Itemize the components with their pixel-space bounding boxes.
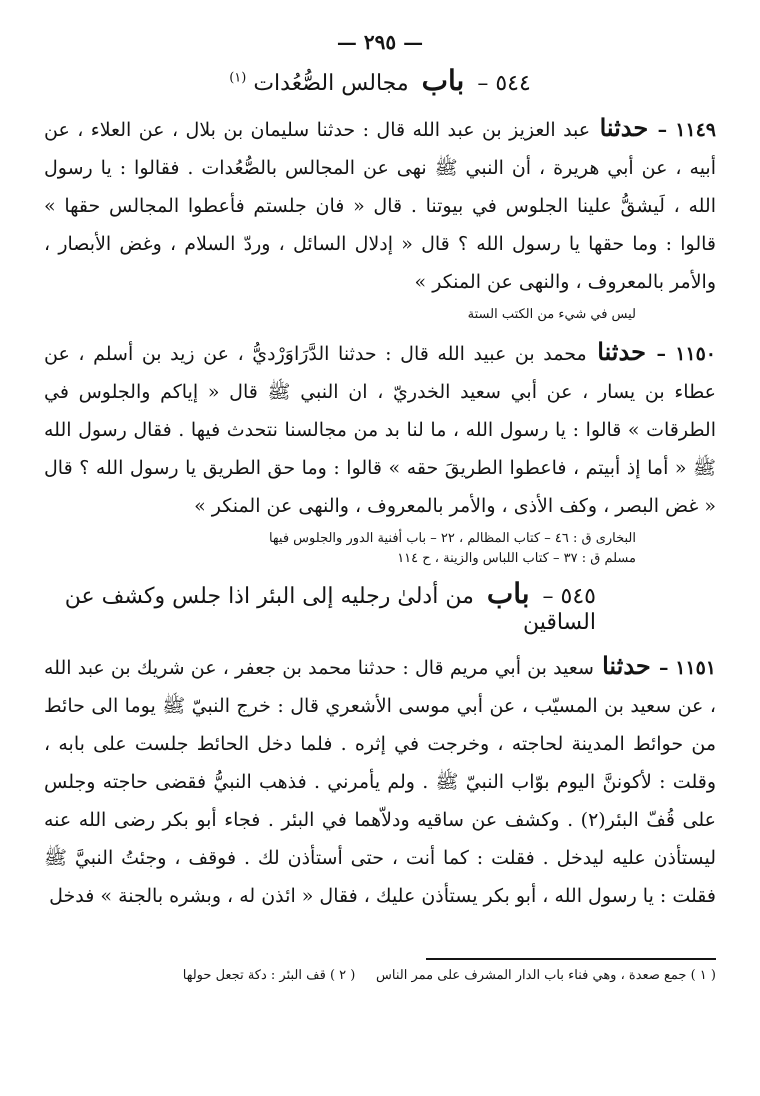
hadith-number: ١١٤٩ – [657,119,717,141]
hadith-source-muslim: مسلم ق : ٣٧ – كتاب اللباس والزينة ، ح ١١٤ [397,551,636,566]
hadith-number: ١١٥١ – [658,657,717,679]
footnote-1: ( ١ ) جمع صعدة ، وهي فناء باب الدار المشرف على ممر الناس [376,968,716,983]
chapter-number: ٥٤٥ – [542,584,596,609]
chapter-bab-label: باب [421,64,465,97]
hadith-text: سعيد بن أبي مريم قال : حدثنا محمد بن جعفر ، عن شريك بن عبد الله ، عن سعيد بن المسيّب ، عن أبي موسى الأشعري قال : خرج النبيّ ﷺ يوما الى حائط من حوائط المدينة لحاجته ، وخرجت في إثره . فلما دخل الحائط جلست على بابه ، وقلت : لأكوننَّ اليوم بوّاب النبيّ ﷺ . ولم يأمرني . فذهب النبيُّ فقضى حاجته وجلس على قُفّ البئر(٢) . وكشف عن ساقيه ودلاّهما في البئر . فجاء أبو بكر رضى الله عنه ليستأذن عليه ليدخل . فقلت : كما أنت ، حتى أستأذن لك . فوقف ، وجئتُ النبيَّ ﷺ فقلت : يا رسول الله ، أبو بكر يستأذن عليك ، فقال « ائذن له ، وبشره بالجنة » فدخل [44,657,716,907]
chapter-heading-545 [44,577,716,635]
footnote-divider [426,958,716,960]
hadith-text: عبد العزيز بن عبد الله قال : حدثنا سليمان بن بلال ، عن العلاء ، عن أبيه ، عن أبي هريرة ، أن النبي ﷺ نهى عن المجالس بالصُّعُدات . فقالوا : يا رسول الله ، لَيشقُّ علينا الجلوس في بيوتنا . قال « فان جلستم فأعطوا المجالس حقها » قالوا : وما حقها يا رسول الله ؟ قال « إدلال السائل ، وردّ السلام ، وغض الأبصار ، والأمر بالمعروف ، والنهى عن المنكر » [44,119,716,293]
hadith-source-bukhari: البخارى ق : ٤٦ – كتاب المظالم ، ٢٢ – باب أفنية الدور والجلوس فيها [268,531,636,546]
footnotes [44,958,716,983]
hadith-1151 [44,647,716,915]
hadith-1150 [44,333,716,525]
chapter-bab-label: باب [486,577,530,610]
hadith-source-note: ليس في شيء من الكتب الستة [467,307,636,322]
footnote-line [44,968,716,983]
chapter-heading-544 [44,64,716,97]
chapter-title: مجالس الصُّعُدات [253,71,409,96]
hadith-number: ١١٥٠ – [656,343,717,365]
haddathana-label: حدثنا [602,651,651,680]
footnote-marker: (١) [229,70,247,86]
footnote-2: ( ٢ ) قف البئر : دكة تجعل حولها [182,968,356,983]
hadith-1149 [44,109,716,301]
haddathana-label: حدثنا [597,337,646,366]
haddathana-label: حدثنا [599,113,649,142]
chapter-number: ٥٤٤ – [477,71,531,96]
chapter-title: من أدلىٰ رجليه إلى البئر اذا جلس وكشف عن الساقين [64,584,596,635]
hadith-text: محمد بن عبيد الله قال : حدثنا الدَّرَاوَرْديُّ ، عن زيد بن أسلم ، عن عطاء بن يسار ، عن أبي سعيد الخدريّ ، ان النبي ﷺ قال « إياكم والجلوس في الطرقات » قالوا : يا رسول الله ، ما لنا بد من مجالسنا نتحدث فيها . فقال رسول الله ﷺ « أما إذ أبيتم ، فاعطوا الطريقَ حقه » قالوا : وما حق الطريق يا رسول الله ؟ قال « غض البصر ، وكف الأذى ، والأمر بالمعروف ، والنهى عن المنكر » [44,343,716,517]
page-number: — ٢٩٥ — [336,30,424,54]
